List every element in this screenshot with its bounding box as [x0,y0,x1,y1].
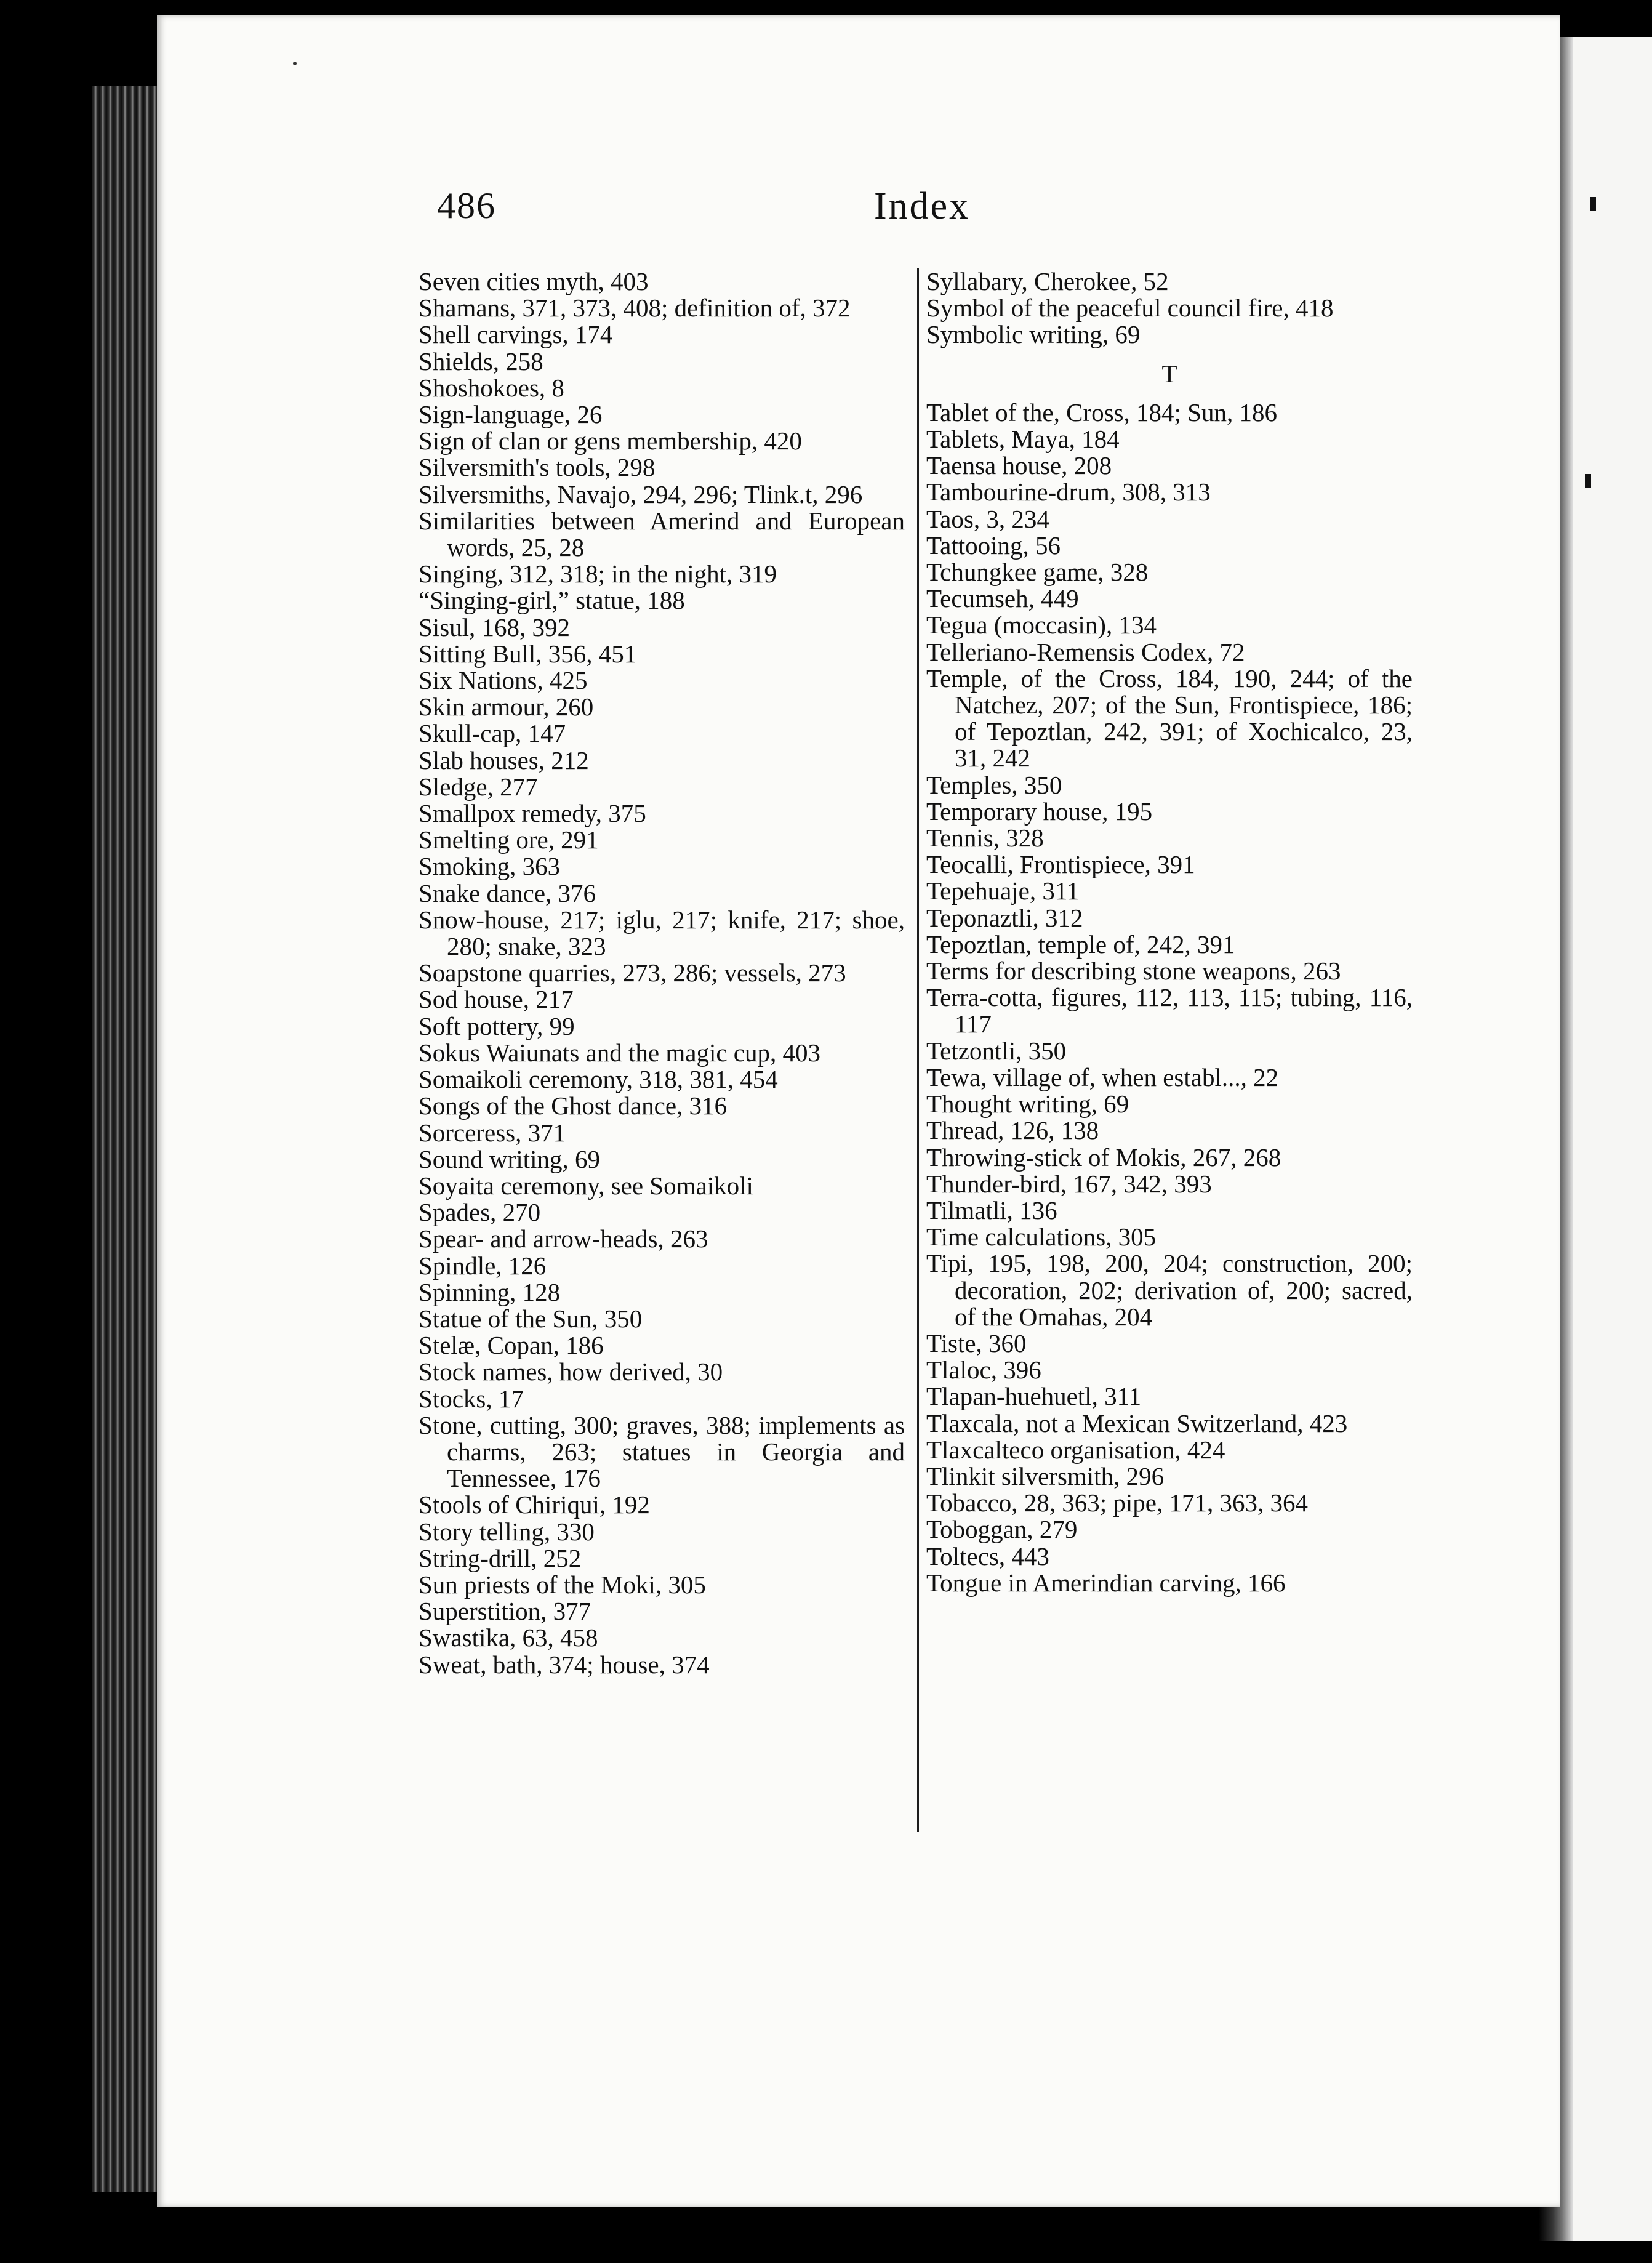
index-entry: Seven cities myth, 403 [419,267,649,295]
index-entry: Stocks, 17 [419,1384,524,1413]
index-entry: Six Nations, 425 [419,666,588,695]
index-entry: Sod house, 217 [419,985,574,1014]
index-entry: Sitting Bull, 356, 451 [419,639,637,668]
facing-page-mark [1585,474,1591,488]
index-entry: Sun priests of the Moki, 305 [419,1570,706,1599]
index-entry: Snake dance, 376 [419,878,596,907]
index-entry: Telleriano-Remensis Codex, 72 [926,637,1245,666]
index-entry: Thunder-bird, 167, 342, 393 [926,1169,1212,1198]
index-entry: Terra-cotta, figures, 112, 113, 115; tubing, 116, 117 [926,983,1413,1039]
index-entry: Stone, cutting, 300; graves, 388; implements as charms, 263; statues in Georgia and Tennessee, 176 [419,1410,905,1493]
index-entry: String-drill, 252 [419,1543,582,1572]
index-entry: Tetzontli, 350 [926,1036,1067,1065]
index-entry: Sweat, bath, 374; house, 374 [419,1650,710,1679]
index-entry: Tobacco, 28, 363; pipe, 171, 363, 364 [926,1489,1309,1517]
index-entry: Stelæ, Copan, 186 [419,1331,604,1360]
index-entry: Soapstone quarries, 273, 286; vessels, 273 [419,959,846,987]
index-entry: Shields, 258 [419,347,543,376]
index-entry: Tipi, 195, 198, 200, 204; construction, 200; decoration, 202; derivation of, 200; sacred, of the Omahas, 204 [926,1249,1413,1331]
book-spine-left [92,86,166,2192]
index-entry: Tegua (moccasin), 134 [926,611,1157,640]
index-entry: Silversmith's tools, 298 [419,453,656,482]
column-divider [917,268,919,1832]
index-entry: Sokus Waiunats and the magic cup, 403 [419,1038,820,1067]
index-entry: Similarities between Amerind and European words, 25, 28 [419,506,905,562]
index-entry: Spinning, 128 [419,1277,561,1306]
index-entry: Stools of Chiriqui, 192 [419,1490,650,1519]
index-column-right [926,268,1413,1596]
index-entry: “Singing-girl,” statue, 188 [419,586,685,615]
index-entry: Spindle, 126 [419,1251,547,1280]
section-letter: T [1161,359,1177,388]
index-entry: Story telling, 330 [419,1517,595,1546]
index-entry: Singing, 312, 318; in the night, 319 [419,560,777,589]
index-entry: Statue of the Sun, 350 [419,1304,643,1333]
index-entry: Smallpox remedy, 375 [419,799,646,828]
index-entry: Skull-cap, 147 [419,719,566,748]
index-entry: Throwing-stick of Mokis, 267, 268 [926,1143,1281,1172]
index-entry: Temporary house, 195 [926,797,1153,826]
index-entry: Stock names, how derived, 30 [419,1357,723,1386]
index-entry: Soft pottery, 99 [419,1011,575,1040]
index-entry: Tiste, 360 [926,1328,1027,1357]
index-entry: Soyaita ceremony, see Somaikoli [419,1171,753,1200]
facing-page-edge [1563,37,1652,2241]
index-entry: Tlinkit silversmith, 296 [926,1461,1165,1490]
index-entry: Tennis, 328 [926,824,1044,853]
index-entry: Sign of clan or gens membership, 420 [419,427,802,456]
index-entry: Snow-house, 217; iglu, 217; knife, 217; shoe, 280; snake, 323 [419,905,905,961]
index-entry: Shell carvings, 174 [419,320,613,349]
index-entry: Swastika, 63, 458 [419,1623,598,1652]
index-entry: Symbolic writing, 69 [926,320,1141,349]
index-entry: Sound writing, 69 [419,1144,600,1173]
index-column-left [419,268,905,1678]
page-speck [293,62,297,65]
index-entry: Sorceress, 371 [419,1118,566,1147]
index-entry: Tattooing, 56 [926,531,1061,560]
index-entry: Tambourine-drum, 308, 313 [926,478,1211,507]
facing-page-mark [1590,197,1596,211]
index-entry: Symbol of the peaceful council fire, 418 [926,294,1334,323]
index-entry: Taos, 3, 234 [926,504,1049,533]
index-entry: Sledge, 277 [419,772,538,801]
index-entry: Smelting ore, 291 [419,826,599,854]
index-entry: Smoking, 363 [419,852,561,881]
index-entry: Spear- and arrow-heads, 263 [419,1224,708,1253]
index-entry: Sisul, 168, 392 [419,613,571,641]
index-entry: Teocalli, Frontispiece, 391 [926,850,1195,879]
index-entry: Thought writing, 69 [926,1090,1129,1119]
index-entry: Time calculations, 305 [926,1223,1157,1252]
index-entry: Toboggan, 279 [926,1515,1078,1544]
index-entry: Shoshokoes, 8 [419,373,564,402]
index-entry: Tlapan-huehuetl, 311 [926,1382,1142,1411]
index-entry: Syllabary, Cherokee, 52 [926,267,1169,295]
index-entry: Temple, of the Cross, 184, 190, 244; of the Natchez, 207; of the Sun, Frontispiece, 186; of Tepoztlan, 242, 391; of Xochicalco, 23, 31, 242 [926,664,1413,773]
index-entry: Tlaxcalteco organisation, 424 [926,1435,1225,1464]
index-entry: Shamans, 371, 373, 408; definition of, 372 [419,294,851,323]
index-entry: Teponaztli, 312 [926,903,1083,932]
index-entry: Tecumseh, 449 [926,584,1079,613]
index-entry: Slab houses, 212 [419,746,589,774]
index-entry: Thread, 126, 138 [926,1116,1099,1145]
index-entry: Somaikoli ceremony, 318, 381, 454 [419,1065,778,1094]
index-entry: Terms for describing stone weapons, 263 [926,957,1341,986]
index-entry: Songs of the Ghost dance, 316 [419,1091,728,1120]
index-entry: Superstition, 377 [419,1597,591,1626]
index-entry: Sign-language, 26 [419,400,603,429]
index-entry: Taensa house, 208 [926,451,1112,480]
index-entry: Tablet of the, Cross, 184; Sun, 186 [926,398,1277,427]
index-entry: Tepehuaje, 311 [926,877,1080,906]
index-entry: Tepoztlan, temple of, 242, 391 [926,930,1235,959]
index-entry: Tlaloc, 396 [926,1356,1041,1385]
index-entry: Silversmiths, Navajo, 294, 296; Tlink.t, 296 [419,480,863,508]
index-entry: Tablets, Maya, 184 [926,425,1120,454]
index-entry: Tongue in Amerindian carving, 166 [926,1568,1286,1597]
page-title: Index [874,185,971,227]
index-entry: Tilmatli, 136 [926,1196,1057,1224]
index-entry: Tchungkee game, 328 [926,558,1149,587]
index-entry: Tlaxcala, not a Mexican Switzerland, 423 [926,1409,1348,1437]
index-entry: Temples, 350 [926,770,1062,799]
index-entry: Toltecs, 443 [926,1541,1049,1570]
index-entry: Skin armour, 260 [419,693,594,722]
index-entry: Spades, 270 [419,1198,541,1227]
index-entry: Tewa, village of, when establ..., 22 [926,1063,1279,1091]
page-number: 486 [437,185,496,226]
